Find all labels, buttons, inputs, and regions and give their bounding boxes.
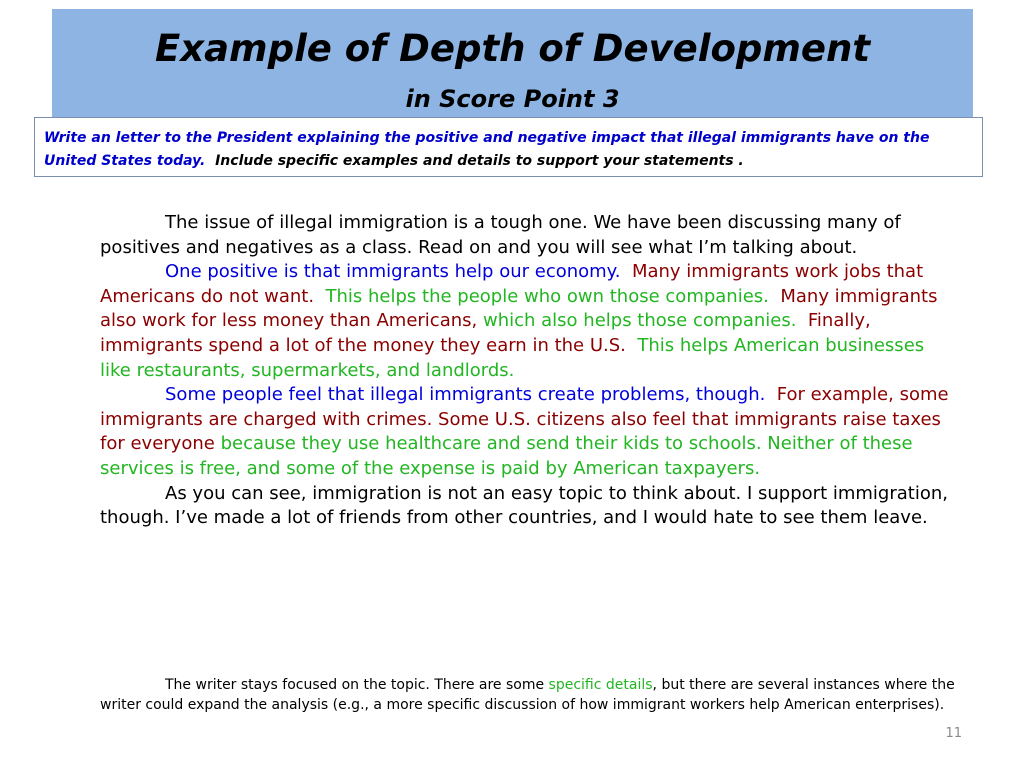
essay-segment: Finally, immigrants spend a lot of the money they earn in the U.S. (100, 310, 871, 356)
essay-paragraph-4: As you can see, immigration is not an easy topic to think about. I support immigration, though. I’ve made a lot of friends from other countries, and I would hate to see them leave. (100, 482, 948, 529)
writing-prompt-box (34, 117, 983, 177)
slide-subtitle: in Score Point 3 (405, 85, 620, 113)
essay-paragraph-2 (100, 260, 960, 383)
essay-paragraph-1: The issue of illegal immigration is a tough one. We have been discussing many of positives and negatives as a class. Read on and you will see what I’m talking about. (100, 212, 901, 258)
essay-segment: One positive is that immigrants help our economy. (165, 261, 621, 283)
page-number: 11 (945, 726, 962, 741)
commentary-paragraph (100, 676, 960, 715)
commentary-text: The writer stays focused on the topic. There are some (165, 677, 545, 693)
essay-paragraph-3 (100, 383, 960, 481)
prompt-instruction-text: Include specific examples and details to support your statements . (215, 153, 744, 169)
title-banner (52, 9, 973, 117)
essay-segment: Some people feel that illegal immigrants create problems, though. (165, 384, 766, 406)
essay-segment: This helps the people who own those companies. (325, 285, 769, 307)
prompt-task-text: Write an letter to the President explaining the positive and negative impact that illegal immigrants have on the United States today. (44, 130, 930, 169)
essay-segment: For example, some immigrants are charged with crimes. Some U.S. citizens also feel that immigrants raise taxes for everyone (100, 384, 949, 455)
essay-segment: Many immigrants also work for less money than Americans, (100, 285, 938, 332)
commentary-text: , but there are several instances where the writer could expand the analysis (e.g., a more specific discussion of how immigrant workers help American enterprises). (100, 677, 955, 713)
essay-segment: This helps American businesses like restaurants, supermarkets, and landlords. (100, 334, 925, 381)
scorer-commentary (100, 676, 960, 715)
slide-title: Example of Depth of Development (154, 27, 871, 70)
essay-segment: Many immigrants work jobs that Americans do not want. (100, 261, 924, 307)
essay-segment: which also helps those companies. (482, 310, 797, 332)
essay-segment: because they use healthcare and send their kids to schools. Neither of these services is free, and some of the expense is paid by American taxpayers. (100, 433, 913, 479)
student-essay (100, 211, 960, 531)
commentary-highlight: specific details (548, 677, 653, 693)
